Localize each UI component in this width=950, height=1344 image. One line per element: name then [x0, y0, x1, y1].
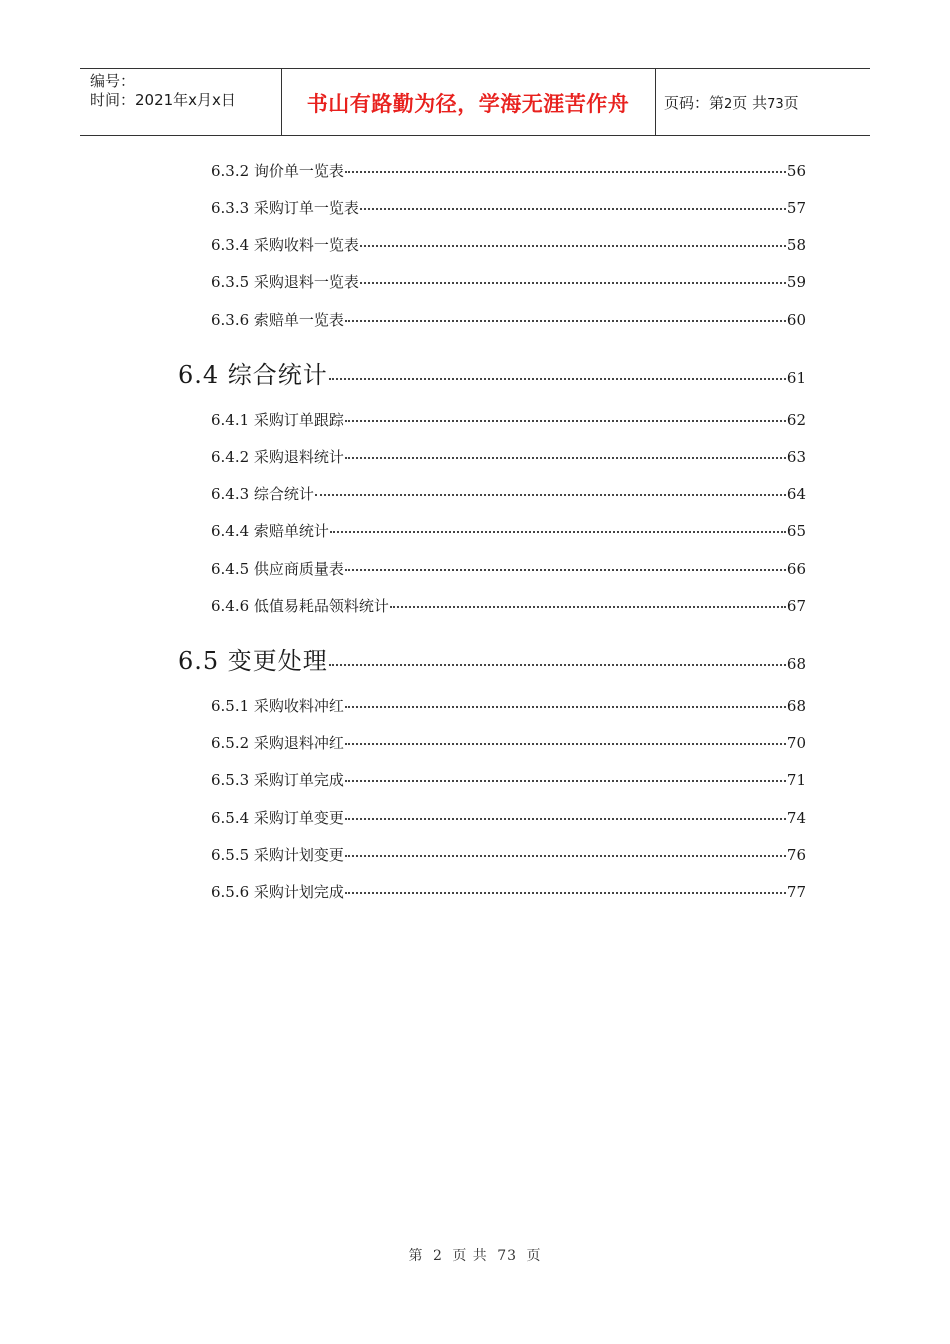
toc-dot-leader — [345, 457, 786, 459]
toc-entry[interactable] — [211, 808, 806, 828]
toc-dot-leader — [330, 531, 786, 533]
toc-entry-page-number: 58 — [786, 236, 806, 254]
page-header — [80, 68, 870, 136]
header-page-middle: 页 共 — [732, 94, 768, 112]
toc-entry-page-number: 63 — [786, 448, 806, 466]
toc-dot-leader — [345, 706, 786, 708]
header-page-suffix: 页 — [783, 94, 799, 112]
toc-entry[interactable] — [211, 235, 806, 255]
toc-entry-page-number: 62 — [786, 411, 806, 429]
toc-entry-page-number: 61 — [786, 369, 806, 387]
footer-suffix: 页 — [526, 1248, 542, 1264]
toc-entry-title: 6.4.3 综合统计 — [211, 485, 314, 503]
toc-entry-title: 6.4.2 采购退料统计 — [211, 448, 344, 466]
toc-dot-leader — [360, 282, 786, 284]
footer-page-current: 2 — [432, 1248, 443, 1264]
toc-section-entry[interactable] — [178, 646, 806, 679]
page-footer — [0, 1246, 950, 1266]
toc-entry-page-number: 56 — [786, 162, 806, 180]
toc-entry-title: 6.4.6 低值易耗品领料统计 — [211, 597, 389, 615]
toc-dot-leader — [345, 171, 786, 173]
toc-entry-page-number: 64 — [786, 485, 806, 503]
toc-section-entry[interactable] — [178, 360, 806, 393]
toc-entry-title: 6.5.5 采购计划变更 — [211, 846, 344, 864]
toc-dot-leader — [345, 320, 786, 322]
date-label: 时间：2021年x月x日 — [90, 91, 236, 109]
toc-dot-leader — [315, 494, 786, 496]
header-page-total: 73 — [767, 97, 784, 112]
toc-entry-title: 6.4 综合统计 — [178, 361, 328, 389]
toc-entry-title: 6.3.2 询价单一览表 — [211, 162, 344, 180]
toc-entry-title: 6.3.3 采购订单一览表 — [211, 199, 359, 217]
toc-entry-page-number: 65 — [786, 522, 806, 540]
toc-entry-title: 6.5.3 采购订单完成 — [211, 771, 344, 789]
toc-entry-page-number: 70 — [786, 734, 806, 752]
toc-entry-title: 6.4.1 采购订单跟踪 — [211, 411, 344, 429]
toc-entry[interactable] — [211, 559, 806, 579]
toc-entry-page-number: 59 — [786, 273, 806, 291]
toc-entry-page-number: 66 — [786, 560, 806, 578]
toc-entry-title: 6.4.4 索赔单统计 — [211, 522, 329, 540]
toc-dot-leader — [345, 780, 786, 782]
toc-entry[interactable] — [211, 882, 806, 902]
header-meta-cell — [80, 69, 282, 135]
header-page-cell — [656, 69, 870, 135]
toc-entry-page-number: 77 — [786, 883, 806, 901]
toc-dot-leader — [390, 606, 786, 608]
toc-entry[interactable] — [211, 733, 806, 753]
toc-entry-title: 6.5.1 采购收料冲红 — [211, 697, 344, 715]
toc-dot-leader — [360, 208, 786, 210]
toc-entry[interactable] — [211, 410, 806, 430]
toc-entry[interactable] — [211, 447, 806, 467]
toc-entry-page-number: 74 — [786, 809, 806, 827]
footer-middle: 页 共 — [452, 1248, 488, 1264]
toc-entry[interactable] — [211, 272, 806, 292]
toc-entry[interactable] — [211, 198, 806, 218]
toc-dot-leader — [329, 664, 786, 666]
toc-dot-leader — [329, 378, 786, 380]
toc-entry-page-number: 76 — [786, 846, 806, 864]
toc-entry-title: 6.3.4 采购收料一览表 — [211, 236, 359, 254]
toc-entry-page-number: 71 — [786, 771, 806, 789]
serial-number-label: 编号： — [90, 72, 136, 90]
header-page-prefix: 页码：第 — [664, 94, 725, 112]
toc-entry[interactable] — [211, 161, 806, 181]
toc-dot-leader — [345, 420, 786, 422]
toc-entry[interactable] — [211, 484, 806, 504]
toc-entry-page-number: 67 — [786, 597, 806, 615]
toc-dot-leader — [345, 818, 786, 820]
footer-page-total: 73 — [497, 1248, 518, 1264]
toc-dot-leader — [345, 855, 786, 857]
toc-entry[interactable] — [211, 521, 806, 541]
toc-entry-page-number: 60 — [786, 311, 806, 329]
toc-entry-page-number: 57 — [786, 199, 806, 217]
toc-dot-leader — [345, 892, 786, 894]
toc-entry-title: 6.5.4 采购订单变更 — [211, 809, 344, 827]
footer-prefix: 第 — [408, 1248, 424, 1264]
toc-entry[interactable] — [211, 310, 806, 330]
toc-entry-title: 6.3.6 索赔单一览表 — [211, 311, 344, 329]
toc-entry-page-number: 68 — [786, 697, 806, 715]
header-motto-cell — [281, 69, 656, 135]
header-page-info — [664, 93, 799, 115]
toc-dot-leader — [345, 743, 786, 745]
toc-entry[interactable] — [211, 596, 806, 616]
toc-entry-title: 6.5.2 采购退料冲红 — [211, 734, 344, 752]
toc-entry-title: 6.3.5 采购退料一览表 — [211, 273, 359, 291]
toc-entry-title: 6.5 变更处理 — [178, 647, 328, 675]
toc-entry[interactable] — [211, 696, 806, 716]
toc-entry[interactable] — [211, 770, 806, 790]
toc-entry-title: 6.4.5 供应商质量表 — [211, 560, 344, 578]
toc-dot-leader — [345, 569, 786, 571]
toc-dot-leader — [360, 245, 786, 247]
toc-entry-title: 6.5.6 采购计划完成 — [211, 883, 344, 901]
toc-entry[interactable] — [211, 845, 806, 865]
header-page-current: 2 — [724, 97, 733, 112]
motto-text: 书山有路勤为径，学海无涯苦作舟 — [306, 92, 630, 116]
toc-entry-page-number: 68 — [786, 655, 806, 673]
